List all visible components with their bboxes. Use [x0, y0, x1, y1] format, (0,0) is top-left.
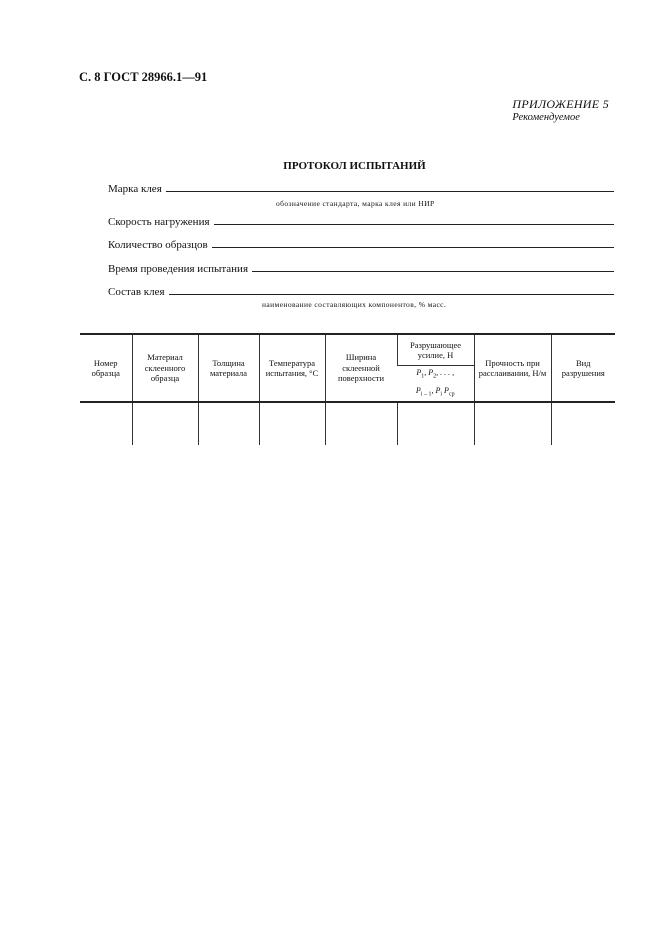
col-header: Прочность при расслаивании, Н/м — [474, 334, 551, 402]
fill-line[interactable] — [212, 246, 614, 248]
protocol-table — [80, 333, 615, 445]
table-cell[interactable] — [397, 402, 474, 445]
table-cell[interactable] — [259, 402, 325, 445]
field-label: Количество образцов — [108, 239, 208, 251]
col-header: Температура испытания, °С — [259, 334, 325, 402]
field-hint: наименование составляющих компонентов, % масс. — [262, 300, 447, 309]
field-label: Время проведения испытания — [108, 263, 249, 275]
col-subheader-formula: $P_1$, $P_2$, . . . , $P_{i - 1}$, $P_i$ $P_{ср}$ — [397, 366, 474, 403]
col-header: Номер образца — [80, 334, 132, 402]
col-header: Вид разрушения — [551, 334, 615, 402]
col-header: Разрушающее усилие, Н — [397, 334, 474, 366]
table-cell[interactable] — [325, 402, 397, 445]
fill-line[interactable] — [214, 223, 614, 225]
col-header: Толщина материала — [198, 334, 259, 402]
table-cell[interactable] — [80, 402, 132, 445]
field-label: Скорость нагружения — [108, 216, 210, 228]
field-loading-speed[interactable] — [108, 216, 614, 228]
table-row — [80, 402, 615, 445]
appendix-label: ПРИЛОЖЕНИЕ 5 — [512, 97, 609, 111]
table-cell[interactable] — [132, 402, 198, 445]
table-cell[interactable] — [551, 402, 615, 445]
col-header: Материал склеенного образца — [132, 334, 198, 402]
field-adhesive-brand[interactable] — [108, 183, 614, 195]
fill-line[interactable] — [169, 293, 614, 295]
table-cell[interactable] — [474, 402, 551, 445]
page-header: С. 8 ГОСТ 28966.1—91 — [79, 70, 208, 84]
appendix-status: Рекомендуемое — [512, 112, 580, 123]
page-title: ПРОТОКОЛ ИСПЫТАНИЙ — [283, 160, 426, 172]
fill-line[interactable] — [166, 190, 614, 192]
field-adhesive-composition[interactable] — [108, 286, 614, 298]
field-label: Марка клея — [108, 183, 162, 195]
field-sample-count[interactable] — [108, 239, 614, 251]
fill-line[interactable] — [252, 270, 614, 272]
field-hint: обозначение стандарта, марка клея или НИР — [276, 199, 435, 208]
field-label: Состав клея — [108, 286, 165, 298]
appendix-block — [512, 97, 609, 123]
col-header: Ширина склеенной поверхности — [325, 334, 397, 402]
field-test-time[interactable] — [108, 263, 614, 275]
table-cell[interactable] — [198, 402, 259, 445]
